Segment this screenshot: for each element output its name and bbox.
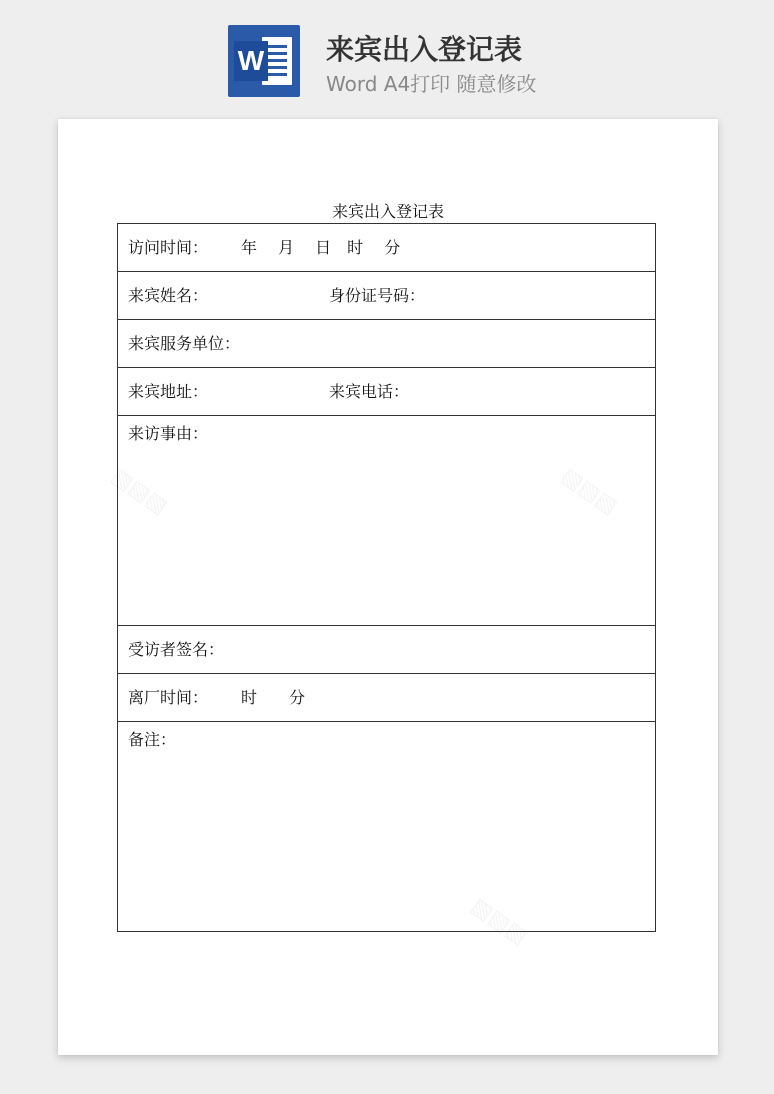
visitor-name-label: 来宾姓名： <box>128 286 209 305</box>
word-icon-letter: W <box>237 45 265 76</box>
app-title: 来宾出入登记表 <box>326 33 523 66</box>
visit-time-label: 访问时间： <box>128 238 209 257</box>
registration-form-table <box>117 223 656 932</box>
remarks-label: 备注： <box>128 730 177 749</box>
form-row-host-signature <box>118 626 655 674</box>
form-row-visitor-address <box>118 368 655 416</box>
document-page <box>58 119 718 1055</box>
form-row-visit-time <box>118 224 655 272</box>
app-subtitle: Word A4打印 随意修改 <box>326 72 537 96</box>
word-document-icon <box>228 25 300 97</box>
visitor-phone-label: 来宾电话： <box>329 382 410 401</box>
visitor-address-label: 来宾地址： <box>128 382 209 401</box>
visitor-company-label: 来宾服务单位： <box>128 334 241 353</box>
form-row-visit-purpose <box>118 416 655 626</box>
document-title: 来宾出入登记表 <box>331 202 444 221</box>
form-row-visitor-name <box>118 272 655 320</box>
leave-time-fields: 时 分 <box>241 688 306 707</box>
id-number-label: 身份证号码： <box>329 286 426 305</box>
visit-time-fields: 年 月 日 时 分 <box>241 238 401 257</box>
form-row-visitor-company <box>118 320 655 368</box>
visit-purpose-label: 来访事由： <box>128 424 209 443</box>
host-signature-label: 受访者签名： <box>128 640 225 659</box>
header <box>0 0 774 110</box>
leave-time-label: 离厂时间： <box>128 688 209 707</box>
form-row-leave-time <box>118 674 655 722</box>
form-row-remarks <box>118 722 655 931</box>
